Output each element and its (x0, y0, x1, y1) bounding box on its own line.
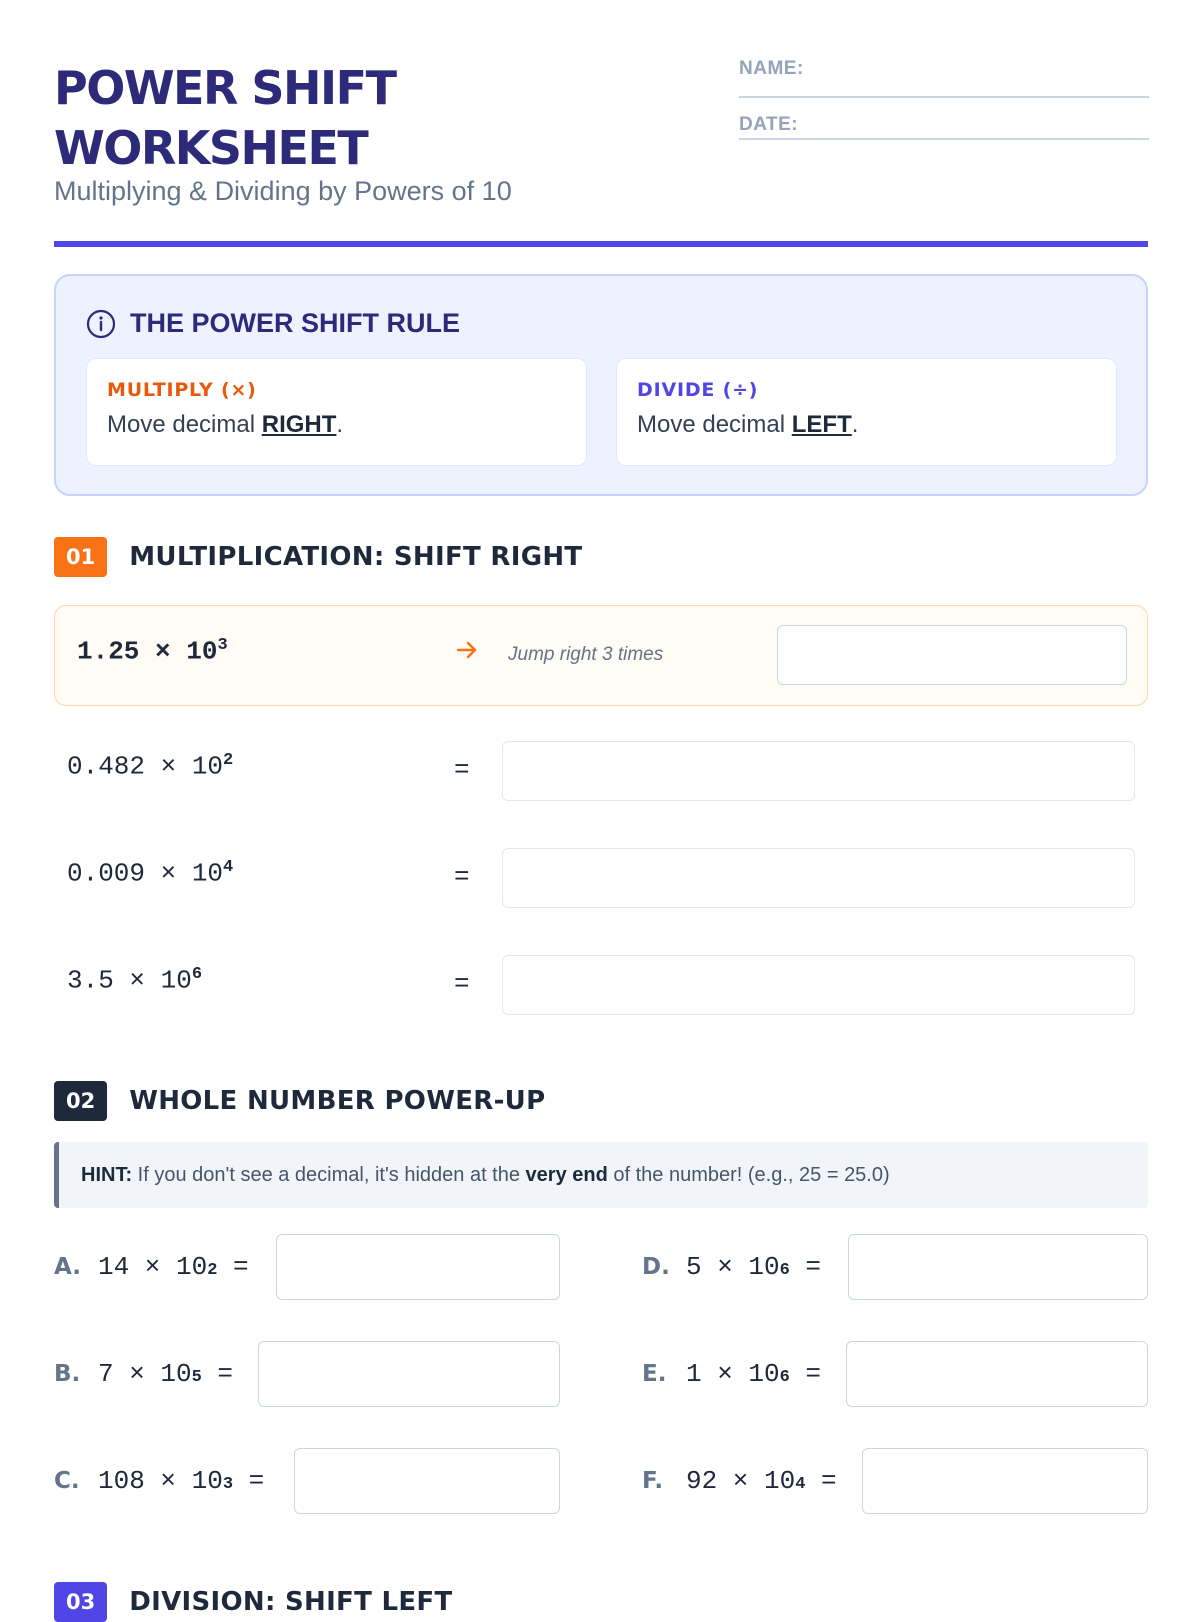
whole-number-problem-b (54, 1341, 560, 1407)
answer-input[interactable] (258, 1341, 560, 1407)
example-problem (54, 605, 1148, 706)
example-base: 1.25 × 10 (77, 636, 218, 667)
equals-sign: = (201, 1359, 234, 1389)
whole-number-problem-a (54, 1234, 560, 1300)
equals-sign: = (233, 1466, 265, 1496)
divide-direction: LEFT (791, 411, 852, 438)
problem-base: 5 × 10 (686, 1252, 780, 1282)
info-icon (86, 309, 116, 339)
example-exponent: 3 (217, 636, 228, 655)
title-line-2: WORKSHEET (54, 121, 368, 175)
example-expression (77, 636, 228, 667)
problem-exponent: 6 (191, 965, 203, 984)
example-hint: Jump right 3 times (508, 644, 664, 665)
problem-letter: B. (54, 1361, 81, 1387)
multiplication-problem-2 (54, 848, 1148, 908)
section-3-badge: 03 (54, 1582, 107, 1622)
title-line-1: POWER SHIFT (54, 61, 396, 115)
problem-letter: C. (54, 1468, 80, 1494)
problem-letter: A. (54, 1254, 81, 1280)
multiply-text-after: . (336, 411, 344, 438)
hint-text-part-1: If you don't see a decimal, it's hidden at the (132, 1163, 526, 1186)
section-2-title: WHOLE NUMBER POWER-UP (129, 1086, 546, 1116)
multiplication-problem-1 (54, 741, 1148, 801)
multiplication-problem-3 (54, 955, 1148, 1015)
divide-label: DIVIDE (÷) (637, 379, 759, 401)
hint-emphasis: very end (525, 1163, 608, 1186)
hint-callout (54, 1142, 1148, 1208)
problem-base: 92 × 10 (686, 1466, 796, 1496)
student-info (739, 58, 1149, 140)
page-title (54, 58, 674, 178)
hint-text (81, 1164, 890, 1187)
date-field[interactable] (739, 98, 1149, 140)
divide-text-before: Move decimal (637, 411, 792, 438)
date-label: DATE: (739, 114, 799, 135)
problem-expression (686, 1466, 837, 1496)
problem-exponent: 4 (223, 858, 234, 877)
problem-exponent: 5 (191, 1368, 202, 1387)
problem-exponent: 2 (223, 751, 234, 770)
multiply-label: MULTIPLY (×) (107, 379, 257, 401)
problem-base: 0.009 × 10 (67, 858, 224, 889)
problem-expression (67, 965, 202, 996)
problem-letter: F. (642, 1468, 664, 1494)
equals-sign: = (454, 969, 470, 999)
equals-sign: = (454, 755, 470, 785)
divide-rule-card (616, 358, 1117, 466)
problem-expression (98, 1466, 264, 1496)
answer-input[interactable] (502, 741, 1135, 801)
equals-sign: = (789, 1359, 822, 1389)
answer-input[interactable] (294, 1448, 560, 1514)
problem-base: 14 × 10 (98, 1252, 208, 1282)
rule-title: THE POWER SHIFT RULE (130, 308, 460, 338)
section-1-header (54, 537, 582, 577)
section-2-header (54, 1081, 545, 1121)
problem-base: 1 × 10 (686, 1359, 780, 1389)
power-shift-rule-box (54, 274, 1148, 496)
whole-number-problem-d (642, 1234, 1148, 1300)
whole-number-problem-e (642, 1341, 1148, 1407)
answer-input[interactable] (502, 848, 1135, 908)
problem-exponent: 6 (779, 1368, 790, 1387)
problem-exponent: 2 (207, 1261, 218, 1280)
problem-base: 3.5 × 10 (67, 965, 192, 996)
problem-base: 0.482 × 10 (67, 751, 224, 782)
problem-base: 108 × 10 (98, 1466, 223, 1496)
whole-number-problem-f (642, 1448, 1148, 1514)
worksheet-header (54, 58, 1148, 208)
problem-expression (98, 1252, 249, 1282)
hint-text-part-2: of the number! (e.g., 25 = 25.0) (607, 1163, 890, 1186)
header-divider (54, 241, 1148, 247)
answer-input[interactable] (846, 1341, 1148, 1407)
answer-input[interactable] (862, 1448, 1148, 1514)
problem-expression (67, 751, 233, 782)
answer-input[interactable] (848, 1234, 1148, 1300)
equals-sign: = (805, 1466, 837, 1496)
problem-letter: D. (642, 1254, 670, 1280)
problem-expression (686, 1252, 821, 1282)
section-1-title: MULTIPLICATION: SHIFT RIGHT (129, 542, 583, 572)
page-subtitle: Multiplying & Dividing by Powers of 10 (54, 176, 512, 206)
answer-input[interactable] (276, 1234, 560, 1300)
multiply-direction: RIGHT (261, 411, 337, 438)
arrow-right-icon (455, 638, 479, 662)
divide-rule-text (637, 411, 1096, 439)
equals-sign: = (217, 1252, 249, 1282)
section-2-badge: 02 (54, 1081, 107, 1121)
problem-exponent: 4 (795, 1475, 806, 1494)
multiply-rule-text (107, 411, 566, 439)
equals-sign: = (789, 1252, 822, 1282)
name-field[interactable] (739, 58, 1149, 98)
name-label: NAME: (739, 58, 804, 79)
multiply-rule-card (86, 358, 587, 466)
problem-base: 7 × 10 (98, 1359, 192, 1389)
divide-text-after: . (851, 411, 859, 438)
section-1-badge: 01 (54, 537, 107, 577)
problem-expression (67, 858, 233, 889)
rule-heading (86, 308, 460, 339)
section-3-title: DIVISION: SHIFT LEFT (129, 1587, 453, 1617)
equals-sign: = (454, 862, 470, 892)
whole-number-problem-c (54, 1448, 560, 1514)
example-answer-box[interactable] (777, 625, 1127, 685)
problem-exponent: 3 (222, 1475, 234, 1494)
problem-expression (686, 1359, 821, 1389)
hint-label: HINT: (81, 1163, 133, 1186)
section-3-header (54, 1582, 453, 1622)
problem-letter: E. (642, 1361, 667, 1387)
answer-input[interactable] (502, 955, 1135, 1015)
multiply-text-before: Move decimal (107, 411, 262, 438)
problem-expression (98, 1359, 233, 1389)
problem-exponent: 6 (779, 1261, 790, 1280)
